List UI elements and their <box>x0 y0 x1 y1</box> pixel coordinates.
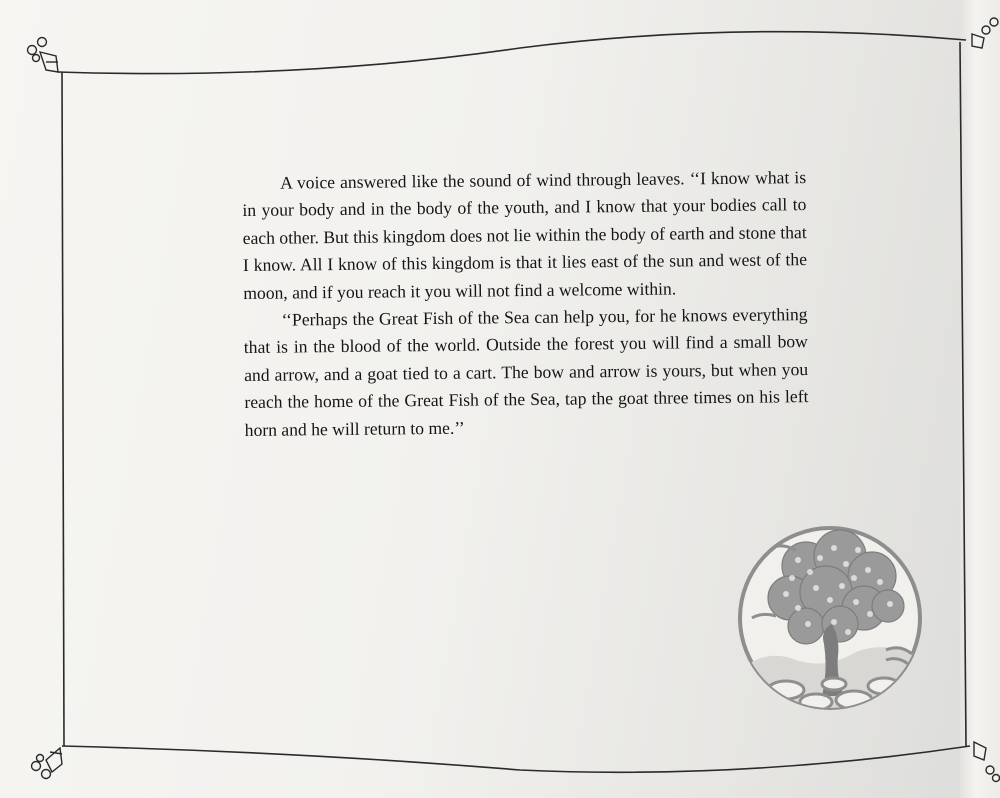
paragraph: A voice answered like the sound of wind through leaves. ‘‘I know what is in your body and in the body of the youth, and I know that your bodies call to each other. But this kingdom does not lie within the body of earth and stone that I know. All I know of this kingdom is that it lies east of the sun and west of the moon, and if you reach it you will not find a welcome within. <box>242 167 808 303</box>
scroll-corner-ornament-icon <box>974 742 1000 782</box>
border-right-line <box>960 42 966 746</box>
tree-vignette-icon <box>736 520 924 716</box>
story-text <box>242 164 809 444</box>
border-top-line <box>58 32 966 74</box>
scroll-corner-ornament-icon <box>972 18 998 48</box>
border-bottom-line <box>62 746 970 772</box>
scroll-corner-ornament-icon <box>28 38 59 73</box>
border-left-line <box>62 72 64 746</box>
paragraph: ‘‘Perhaps the Great Fish of the Sea can help you, for he knows everything that is in the blood of the world. Outside the forest you will find a small bow and arrow, and a goat tied to a cart. The bow and arrow is yours, but when you reach the home of the Great Fish of the Sea, tap the goat three times on his left horn and he will return to me.’’ <box>243 304 809 440</box>
scroll-corner-ornament-icon <box>32 748 63 779</box>
